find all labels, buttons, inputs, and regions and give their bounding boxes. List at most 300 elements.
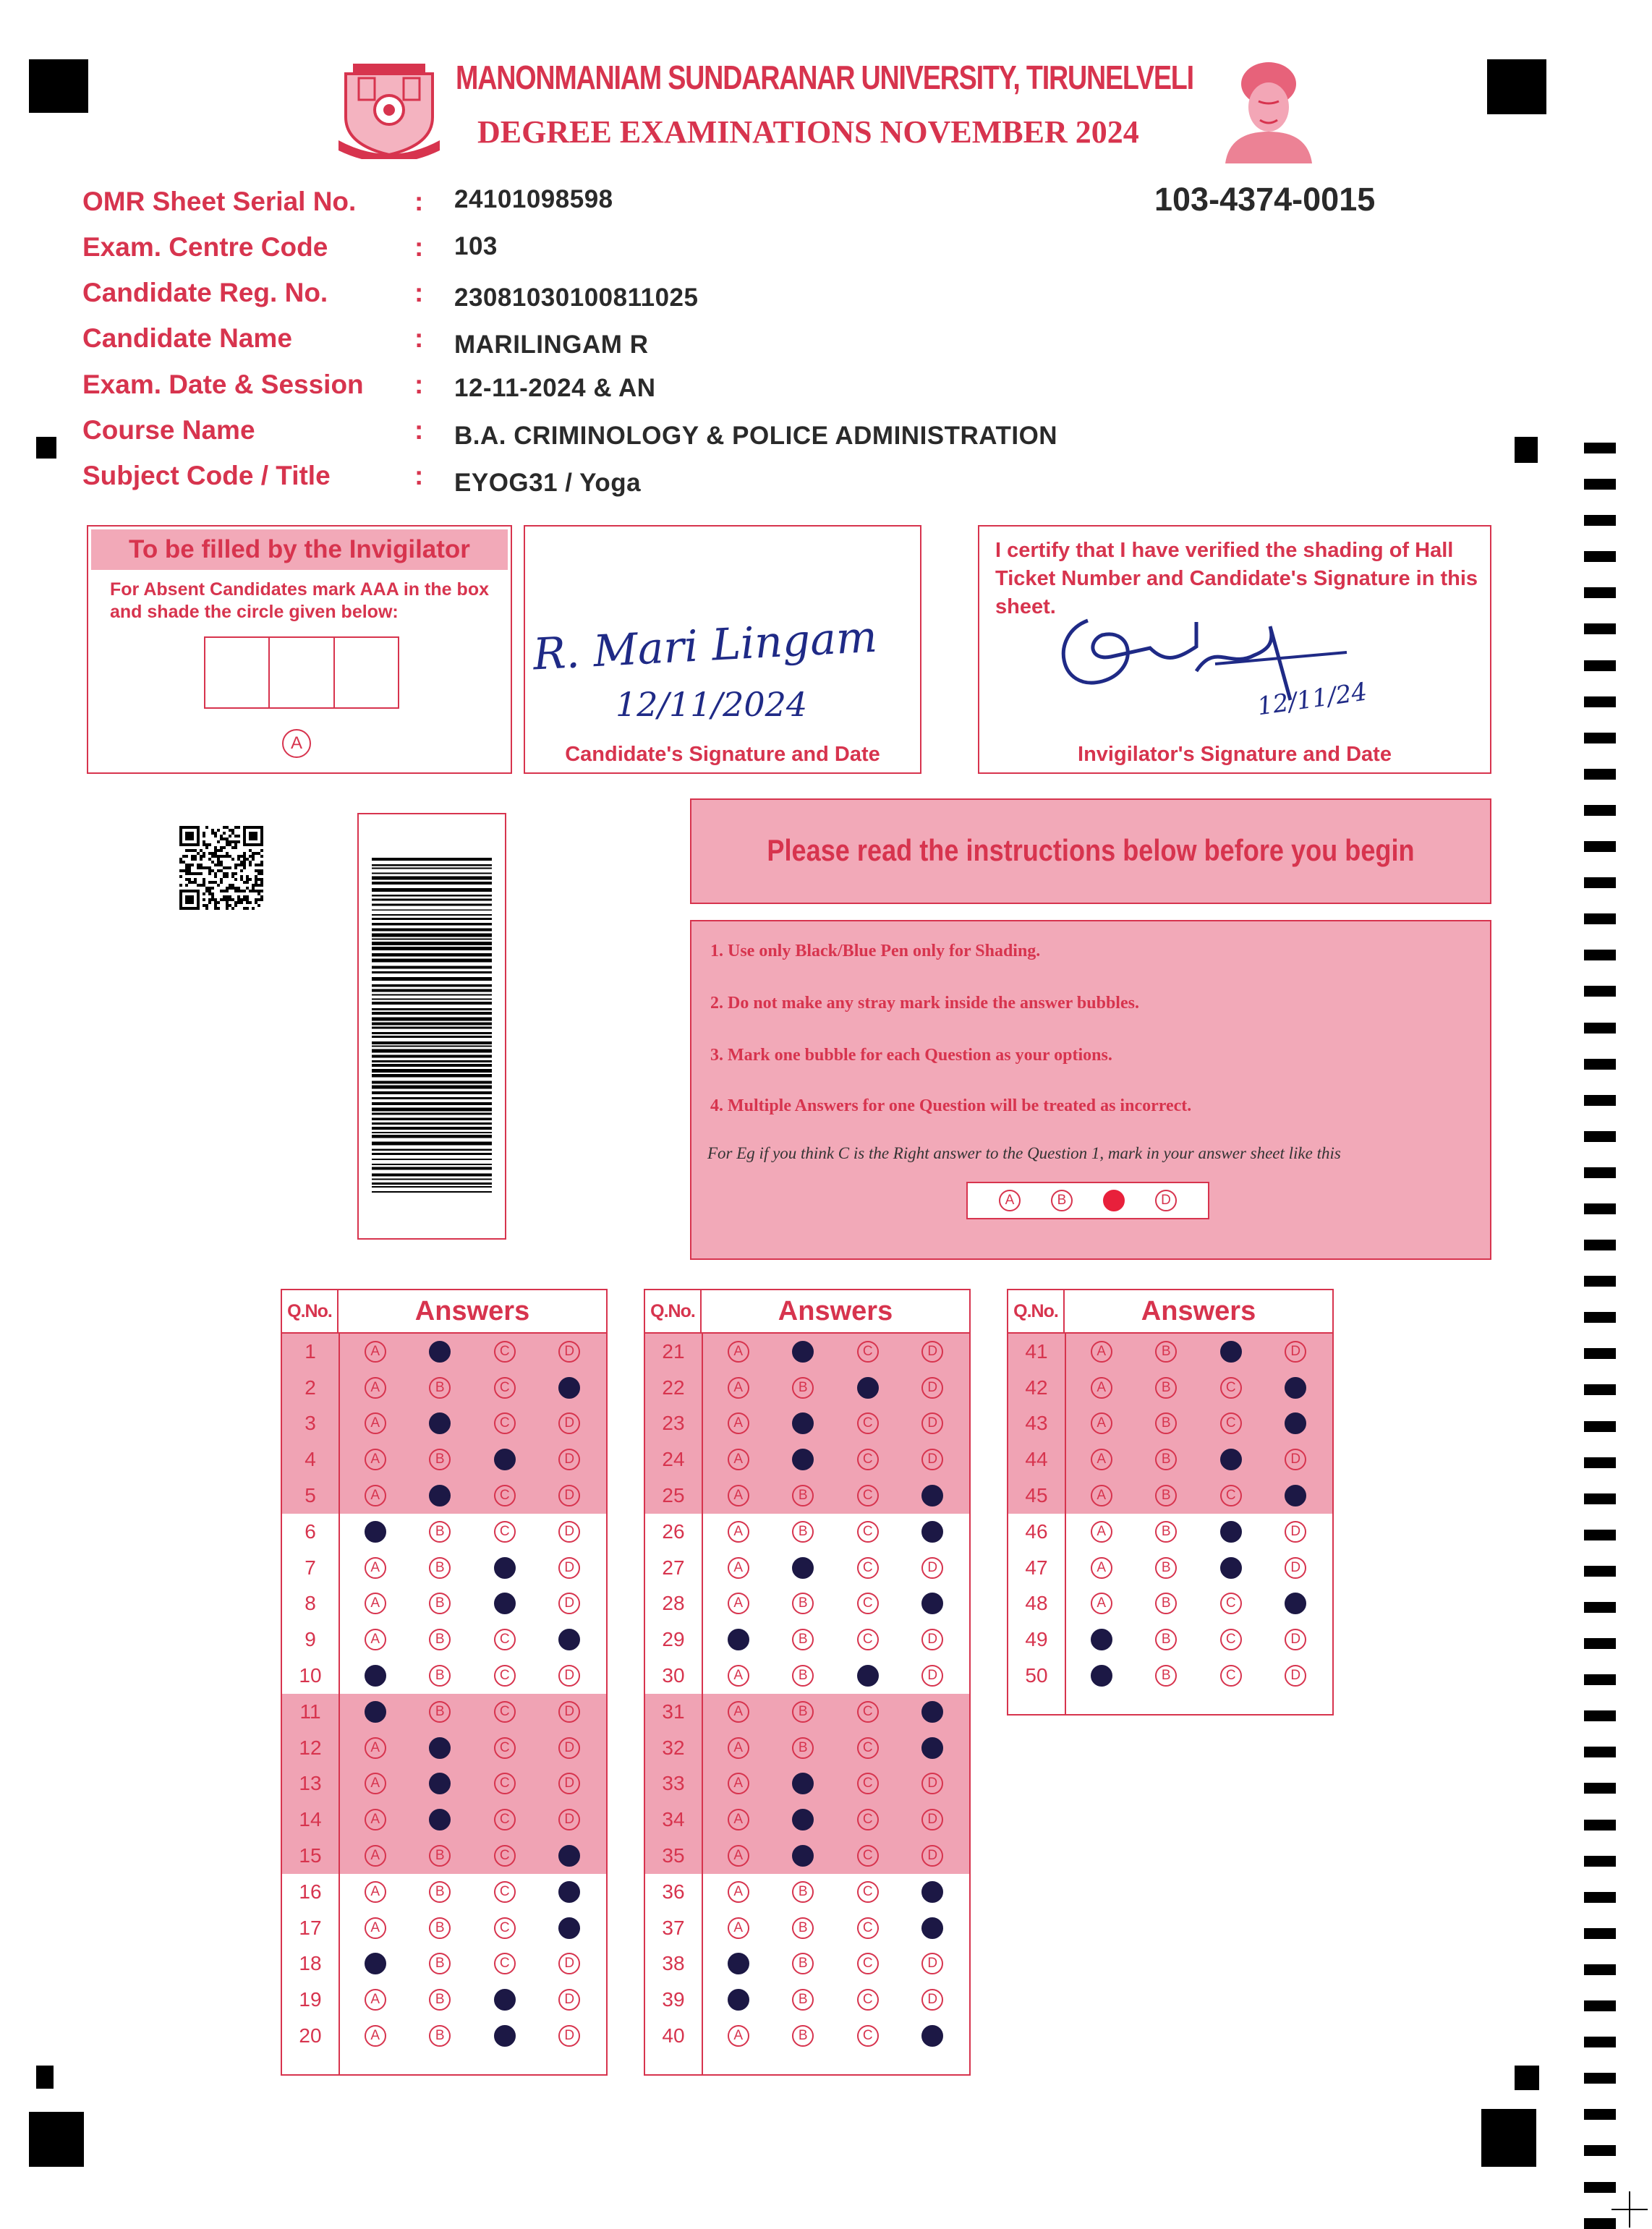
bubble-q27-b[interactable]	[792, 1557, 814, 1579]
bubble-q23-d[interactable]: D	[921, 1412, 943, 1434]
bubble-q28-b[interactable]: B	[792, 1593, 814, 1614]
question-number: 44	[1025, 1448, 1048, 1471]
absent-mark-boxes[interactable]	[204, 636, 399, 709]
bubble-q10-a[interactable]	[365, 1665, 386, 1687]
question-row-10	[282, 1658, 606, 1694]
certify-text: I certify that I have verified the shading of Hall Ticket Number and Candidate's Signature in this sheet.	[995, 539, 1478, 618]
candidate-signature-icon	[525, 527, 920, 736]
question-number: 6	[305, 1520, 316, 1543]
bubble-q26-c[interactable]: C	[857, 1521, 879, 1543]
qno-header: Q.No.	[1008, 1290, 1065, 1332]
bubble-q47-d[interactable]: D	[1285, 1557, 1306, 1579]
question-number: 50	[1025, 1664, 1048, 1687]
absent-bubble[interactable]: A	[282, 729, 311, 758]
bubble-q46-a[interactable]: A	[1091, 1521, 1112, 1543]
timing-mark	[1584, 1095, 1616, 1106]
bubble-q25-a[interactable]: A	[728, 1485, 749, 1506]
question-number: 17	[299, 1916, 322, 1939]
candidate-signature-box	[524, 525, 921, 774]
bubble-q5-d[interactable]: D	[558, 1485, 580, 1506]
bubble-q35-b[interactable]	[792, 1845, 814, 1867]
crop-mark-icon	[1611, 2191, 1648, 2228]
sheet-code: 103-4374-0015	[1154, 181, 1376, 218]
bubble-q17-c[interactable]: C	[494, 1917, 516, 1939]
bubble-q48-c[interactable]: C	[1220, 1593, 1242, 1614]
answers-header: Answers	[778, 1296, 893, 1326]
bubble-q7-b[interactable]: B	[429, 1557, 451, 1579]
timing-mark	[1584, 1638, 1616, 1649]
bubble-q49-c[interactable]: C	[1220, 1629, 1242, 1650]
bubble-q18-b[interactable]: B	[429, 1953, 451, 1974]
bubble-q16-d[interactable]	[558, 1881, 580, 1903]
bubble-q13-d[interactable]: D	[558, 1773, 580, 1794]
instruction-2: 2. Do not make any stray mark inside the answer bubbles.	[710, 994, 1139, 1013]
timing-mark	[1584, 1348, 1616, 1359]
bubble-q40-b[interactable]: B	[792, 2025, 814, 2047]
bubble-q7-d[interactable]: D	[558, 1557, 580, 1579]
bubble-q45-b[interactable]: B	[1155, 1485, 1177, 1506]
timing-mark	[1584, 805, 1616, 816]
timing-mark	[1584, 587, 1616, 598]
bubble-q50-b[interactable]: B	[1155, 1665, 1177, 1687]
bubble-q41-a[interactable]: A	[1091, 1341, 1112, 1363]
bubble-q22-d[interactable]: D	[921, 1377, 943, 1399]
bubble-q33-c[interactable]: C	[857, 1773, 879, 1794]
bubble-q17-a[interactable]: A	[365, 1917, 386, 1939]
bubble-q6-d[interactable]: D	[558, 1521, 580, 1543]
bubble-q38-d[interactable]: D	[921, 1953, 943, 1974]
bubble-q25-c[interactable]: C	[857, 1485, 879, 1506]
question-number: 7	[305, 1556, 316, 1579]
bubble-q31-a[interactable]: A	[728, 1701, 749, 1723]
bubble-q9-b[interactable]: B	[429, 1629, 451, 1650]
registration-mark-top-left	[29, 59, 88, 113]
bubble-q44-b[interactable]: B	[1155, 1449, 1177, 1470]
bubble-q8-d[interactable]: D	[558, 1593, 580, 1614]
bubble-q5-c[interactable]: C	[494, 1485, 516, 1506]
bubble-q28-a[interactable]: A	[728, 1593, 749, 1614]
bubble-q3-b[interactable]	[429, 1412, 451, 1434]
bubble-q34-d[interactable]: D	[921, 1809, 943, 1830]
registration-mark-right-middle	[1515, 437, 1538, 463]
bubble-q46-d[interactable]: D	[1285, 1521, 1306, 1543]
bubble-q16-b[interactable]: B	[429, 1881, 451, 1903]
info-value-subject: EYOG31 / Yoga	[454, 469, 642, 497]
bubble-q12-c[interactable]: C	[494, 1737, 516, 1759]
timing-mark	[1584, 623, 1616, 634]
bubble-q6-b[interactable]: B	[429, 1521, 451, 1543]
bubble-q18-c[interactable]: C	[494, 1953, 516, 1974]
bubble-q22-a[interactable]: A	[728, 1377, 749, 1399]
bubble-q31-d[interactable]	[921, 1701, 943, 1723]
question-number: 28	[662, 1592, 685, 1615]
answer-table-1	[281, 1289, 608, 2076]
bubble-q47-a[interactable]: A	[1091, 1557, 1112, 1579]
bubble-q19-b[interactable]: B	[429, 1989, 451, 2011]
question-number: 48	[1025, 1592, 1048, 1615]
bubble-q2-a[interactable]: A	[365, 1377, 386, 1399]
bubble-q40-d[interactable]	[921, 2025, 943, 2047]
bubble-q1-b[interactable]	[429, 1341, 451, 1363]
bubble-q30-d[interactable]: D	[921, 1665, 943, 1687]
bubble-q26-d[interactable]	[921, 1521, 943, 1543]
bubble-q9-c[interactable]: C	[494, 1629, 516, 1650]
info-value-date-session: 12-11-2024 & AN	[454, 374, 656, 402]
bubble-q32-b[interactable]: B	[792, 1737, 814, 1759]
bubble-q12-d[interactable]: D	[558, 1737, 580, 1759]
instructions-box	[690, 920, 1491, 1260]
bubble-q42-a[interactable]: A	[1091, 1377, 1112, 1399]
candidate-signature-caption: Candidate's Signature and Date	[565, 743, 880, 766]
bubble-q43-c[interactable]: C	[1220, 1412, 1242, 1434]
bubble-q30-b[interactable]: B	[792, 1665, 814, 1687]
question-number: 2	[305, 1376, 316, 1399]
bubble-q8-b[interactable]: B	[429, 1593, 451, 1614]
bubble-q42-b[interactable]: B	[1155, 1377, 1177, 1399]
question-number: 49	[1025, 1628, 1048, 1651]
bubble-q34-b[interactable]	[792, 1809, 814, 1830]
timing-mark	[1584, 660, 1616, 671]
question-row-43	[1008, 1406, 1332, 1442]
bubble-q32-a[interactable]: A	[728, 1737, 749, 1759]
bubble-q4-b[interactable]: B	[429, 1449, 451, 1470]
question-row-44	[1008, 1441, 1332, 1478]
bubble-q25-d[interactable]	[921, 1485, 943, 1506]
question-number: 31	[662, 1700, 685, 1723]
question-row-33	[645, 1766, 969, 1802]
bubble-q17-d[interactable]	[558, 1917, 580, 1939]
bubble-q23-b[interactable]	[792, 1412, 814, 1434]
bubble-q34-a[interactable]: A	[728, 1809, 749, 1830]
timing-mark	[1584, 1674, 1616, 1685]
bubble-q4-a[interactable]: A	[365, 1449, 386, 1470]
bubble-q48-d[interactable]	[1285, 1593, 1306, 1614]
candidate-signature-text: R. Mari Lingam	[532, 611, 879, 681]
info-colon: :	[414, 370, 424, 399]
bubble-q3-d[interactable]: D	[558, 1412, 580, 1434]
question-row-29	[645, 1621, 969, 1658]
bubble-q11-b[interactable]: B	[429, 1701, 451, 1723]
bubble-q39-b[interactable]: B	[792, 1989, 814, 2011]
timing-mark	[1584, 1566, 1616, 1577]
bubble-q1-d[interactable]: D	[558, 1341, 580, 1363]
question-number: 38	[662, 1952, 685, 1975]
bubble-q32-d[interactable]	[921, 1737, 943, 1759]
bubble-q14-a[interactable]: A	[365, 1809, 386, 1830]
bubble-q23-c[interactable]: C	[857, 1412, 879, 1434]
bubble-q15-c[interactable]: C	[494, 1845, 516, 1867]
bubble-q28-c[interactable]: C	[857, 1593, 879, 1614]
bubble-q20-c[interactable]	[494, 2025, 516, 2047]
question-row-24	[645, 1441, 969, 1478]
question-number: 15	[299, 1844, 322, 1867]
question-row-37	[645, 1910, 969, 1946]
bubble-q2-d[interactable]	[558, 1377, 580, 1399]
bubble-q4-d[interactable]: D	[558, 1449, 580, 1470]
bubble-q1-c[interactable]: C	[494, 1341, 516, 1363]
bubble-q46-b[interactable]: B	[1155, 1521, 1177, 1543]
info-colon: :	[414, 187, 424, 216]
bubble-q26-a[interactable]: A	[728, 1521, 749, 1543]
bubble-q5-a[interactable]: A	[365, 1485, 386, 1506]
bubble-q14-d[interactable]: D	[558, 1809, 580, 1830]
bubble-q49-b[interactable]: B	[1155, 1629, 1177, 1650]
bubble-q45-c[interactable]: C	[1220, 1485, 1242, 1506]
bubble-q33-b[interactable]	[792, 1773, 814, 1794]
bubble-q33-d[interactable]: D	[921, 1773, 943, 1794]
bubble-q21-b[interactable]	[792, 1341, 814, 1363]
bubble-q39-a[interactable]	[728, 1989, 749, 2011]
bubble-q20-d[interactable]: D	[558, 2025, 580, 2047]
bubble-q48-a[interactable]: A	[1091, 1593, 1112, 1614]
question-row-6	[282, 1514, 606, 1550]
bubble-q3-a[interactable]: A	[365, 1412, 386, 1434]
timing-mark	[1584, 986, 1616, 997]
university-logo-icon	[339, 59, 440, 159]
bubble-q34-c[interactable]: C	[857, 1809, 879, 1830]
bubble-q35-a[interactable]: A	[728, 1845, 749, 1867]
bubble-q19-c[interactable]	[494, 1989, 516, 2011]
bubble-q5-b[interactable]	[429, 1485, 451, 1506]
bubble-q37-a[interactable]: A	[728, 1917, 749, 1939]
bubble-q35-c[interactable]: C	[857, 1845, 879, 1867]
bubble-q6-c[interactable]: C	[494, 1521, 516, 1543]
bubble-q43-b[interactable]: B	[1155, 1412, 1177, 1434]
bubble-q2-c[interactable]: C	[494, 1377, 516, 1399]
question-number: 36	[662, 1880, 685, 1903]
bubble-q44-c[interactable]	[1220, 1449, 1242, 1470]
timing-mark	[1584, 2109, 1616, 2120]
bubble-q24-b[interactable]	[792, 1449, 814, 1470]
bubble-q13-a[interactable]: A	[365, 1773, 386, 1794]
bubble-q12-b[interactable]	[429, 1737, 451, 1759]
bubble-q20-a[interactable]: A	[365, 2025, 386, 2047]
info-colon: :	[414, 415, 424, 445]
bubble-q46-c[interactable]	[1220, 1521, 1242, 1543]
bubble-q14-c[interactable]: C	[494, 1809, 516, 1830]
bubble-q28-d[interactable]	[921, 1593, 943, 1614]
bubble-q48-b[interactable]: B	[1155, 1593, 1177, 1614]
bubble-q2-b[interactable]: B	[429, 1377, 451, 1399]
bubble-q42-d[interactable]	[1285, 1377, 1306, 1399]
bubble-q41-c[interactable]	[1220, 1341, 1242, 1363]
bubble-q11-c[interactable]: C	[494, 1701, 516, 1723]
bubble-q24-a[interactable]: A	[728, 1449, 749, 1470]
question-row-9	[282, 1621, 606, 1658]
bubble-q36-b[interactable]: B	[792, 1881, 814, 1903]
bubble-q42-c[interactable]: C	[1220, 1377, 1242, 1399]
question-row-50	[1008, 1658, 1332, 1694]
bubble-q21-c[interactable]: C	[857, 1341, 879, 1363]
bubble-q30-c[interactable]	[857, 1665, 879, 1687]
bubble-q38-c[interactable]: C	[857, 1953, 879, 1974]
bubble-q41-b[interactable]: B	[1155, 1341, 1177, 1363]
bubble-q13-b[interactable]	[429, 1773, 451, 1794]
bubble-q9-a[interactable]: A	[365, 1629, 386, 1650]
question-row-23	[645, 1406, 969, 1442]
bubble-q15-b[interactable]: B	[429, 1845, 451, 1867]
bubble-q13-c[interactable]: C	[494, 1773, 516, 1794]
bubble-q45-a[interactable]: A	[1091, 1485, 1112, 1506]
question-number: 40	[662, 2024, 685, 2047]
bubble-q25-b[interactable]: B	[792, 1485, 814, 1506]
bubble-q43-a[interactable]: A	[1091, 1412, 1112, 1434]
bubble-q50-c[interactable]: C	[1220, 1665, 1242, 1687]
bubble-q43-d[interactable]	[1285, 1412, 1306, 1434]
timing-mark	[1584, 950, 1616, 960]
bubble-q22-b[interactable]: B	[792, 1377, 814, 1399]
timing-mark	[1584, 479, 1616, 490]
timing-mark	[1584, 1530, 1616, 1540]
registration-mark-bottom-right	[1481, 2109, 1536, 2167]
bubble-q49-d[interactable]: D	[1285, 1629, 1306, 1650]
invigilator-signature-box	[978, 525, 1491, 774]
bubble-q38-b[interactable]: B	[792, 1953, 814, 1974]
bubble-q24-c[interactable]: C	[857, 1449, 879, 1470]
bubble-q50-a[interactable]	[1091, 1665, 1112, 1687]
bubble-q47-b[interactable]: B	[1155, 1557, 1177, 1579]
question-row-40	[645, 2018, 969, 2054]
bubble-q3-c[interactable]: C	[494, 1412, 516, 1434]
bubble-q12-a[interactable]: A	[365, 1737, 386, 1759]
question-number: 9	[305, 1628, 316, 1651]
bubble-q37-b[interactable]: B	[792, 1917, 814, 1939]
bubble-q44-a[interactable]: A	[1091, 1449, 1112, 1470]
bubble-q26-b[interactable]: B	[792, 1521, 814, 1543]
bubble-q11-a[interactable]	[365, 1701, 386, 1723]
bubble-q20-b[interactable]: B	[429, 2025, 451, 2047]
info-value-centre: 103	[454, 232, 498, 260]
question-row-35	[645, 1838, 969, 1874]
bubble-q35-d[interactable]: D	[921, 1845, 943, 1867]
info-label-reg-no: Candidate Reg. No.	[82, 278, 328, 307]
question-row-48	[1008, 1586, 1332, 1622]
timing-mark	[1584, 551, 1616, 562]
bubble-q7-c[interactable]	[494, 1557, 516, 1579]
bubble-q21-a[interactable]: A	[728, 1341, 749, 1363]
bubble-q45-d[interactable]	[1285, 1485, 1306, 1506]
bubble-q16-a[interactable]: A	[365, 1881, 386, 1903]
bubble-q40-a[interactable]: A	[728, 2025, 749, 2047]
timing-mark	[1584, 2037, 1616, 2047]
bubble-q29-d[interactable]: D	[921, 1629, 943, 1650]
question-number: 45	[1025, 1484, 1048, 1507]
bubble-q23-a[interactable]: A	[728, 1412, 749, 1434]
info-value-name: MARILINGAM R	[454, 331, 649, 359]
bubble-q37-d[interactable]	[921, 1917, 943, 1939]
bubble-q36-d[interactable]	[921, 1881, 943, 1903]
bubble-q27-a[interactable]: A	[728, 1557, 749, 1579]
bubble-q9-d[interactable]	[558, 1629, 580, 1650]
question-row-39	[645, 1982, 969, 2018]
instructions-heading-box	[690, 798, 1491, 904]
bubble-q24-d[interactable]: D	[921, 1449, 943, 1470]
bubble-q21-d[interactable]: D	[921, 1341, 943, 1363]
answers-header: Answers	[414, 1296, 530, 1326]
question-row-38	[645, 1946, 969, 1982]
bubble-q29-b[interactable]: B	[792, 1629, 814, 1650]
question-number: 39	[662, 1988, 685, 2011]
bubble-q19-d[interactable]: D	[558, 1989, 580, 2011]
bubble-q30-a[interactable]: A	[728, 1665, 749, 1687]
bubble-q33-a[interactable]: A	[728, 1773, 749, 1794]
timing-mark	[1584, 1131, 1616, 1142]
instructions-heading: Please read the instructions below before you begin	[767, 833, 1415, 867]
answer-table-header	[282, 1290, 606, 1334]
bubble-q36-c[interactable]: C	[857, 1881, 879, 1903]
timing-mark	[1584, 877, 1616, 888]
bubble-q44-d[interactable]: D	[1285, 1449, 1306, 1470]
question-number: 37	[662, 1916, 685, 1939]
bubble-q7-a[interactable]: A	[365, 1557, 386, 1579]
timing-mark	[1584, 1964, 1616, 1975]
bubble-q41-d[interactable]: D	[1285, 1341, 1306, 1363]
bubble-q31-c[interactable]: C	[857, 1701, 879, 1723]
bubble-q6-a[interactable]	[365, 1521, 386, 1543]
bubble-q27-d[interactable]: D	[921, 1557, 943, 1579]
bubble-q18-a[interactable]	[365, 1953, 386, 1974]
info-label-date-session: Exam. Date & Session	[82, 370, 364, 399]
question-number: 1	[305, 1339, 316, 1363]
bubble-q39-c[interactable]: C	[857, 1989, 879, 2011]
bubble-q11-d[interactable]: D	[558, 1701, 580, 1723]
bubble-q1-a[interactable]: A	[365, 1341, 386, 1363]
bubble-q10-c[interactable]: C	[494, 1665, 516, 1687]
timing-mark	[1584, 1783, 1616, 1794]
bubble-q4-c[interactable]	[494, 1449, 516, 1470]
timing-mark	[1584, 1384, 1616, 1395]
question-row-31	[645, 1694, 969, 1730]
bubble-q31-b[interactable]: B	[792, 1701, 814, 1723]
bubble-q19-a[interactable]: A	[365, 1989, 386, 2011]
question-number: 13	[299, 1772, 322, 1795]
bubble-q32-c[interactable]: C	[857, 1737, 879, 1759]
bubble-q27-c[interactable]: C	[857, 1557, 879, 1579]
bubble-q47-c[interactable]	[1220, 1557, 1242, 1579]
question-number: 10	[299, 1664, 322, 1687]
bubble-q17-b[interactable]: B	[429, 1917, 451, 1939]
bubble-q8-c[interactable]	[494, 1593, 516, 1614]
question-number: 35	[662, 1844, 685, 1867]
bubble-q8-a[interactable]: A	[365, 1593, 386, 1614]
bubble-q29-a[interactable]	[728, 1629, 749, 1650]
question-row-25	[645, 1478, 969, 1514]
bubble-q22-c[interactable]	[857, 1377, 879, 1399]
bubble-q36-a[interactable]: A	[728, 1881, 749, 1903]
bubble-q49-a[interactable]	[1091, 1629, 1112, 1650]
bubble-q15-a[interactable]: A	[365, 1845, 386, 1867]
bubble-q39-d[interactable]: D	[921, 1989, 943, 2011]
timing-mark	[1584, 1167, 1616, 1178]
bubble-q40-c[interactable]: C	[857, 2025, 879, 2047]
bubble-q14-b[interactable]	[429, 1809, 451, 1830]
bubble-q10-b[interactable]: B	[429, 1665, 451, 1687]
bubble-q50-d[interactable]: D	[1285, 1665, 1306, 1687]
invigilator-signature-date: 12/11/24	[1255, 677, 1369, 722]
bubble-q37-c[interactable]: C	[857, 1917, 879, 1939]
bubble-q16-c[interactable]: C	[494, 1881, 516, 1903]
bubble-q18-d[interactable]: D	[558, 1953, 580, 1974]
bubble-q10-d[interactable]: D	[558, 1665, 580, 1687]
question-number: 11	[299, 1700, 321, 1723]
question-row-19	[282, 1982, 606, 2018]
bubble-q38-a[interactable]	[728, 1953, 749, 1974]
timing-mark	[1584, 1710, 1616, 1721]
example-bubble-b: B	[1051, 1190, 1073, 1211]
bubble-q15-d[interactable]	[558, 1845, 580, 1867]
answer-table-3	[1007, 1289, 1334, 1716]
bubble-q29-c[interactable]: C	[857, 1629, 879, 1650]
